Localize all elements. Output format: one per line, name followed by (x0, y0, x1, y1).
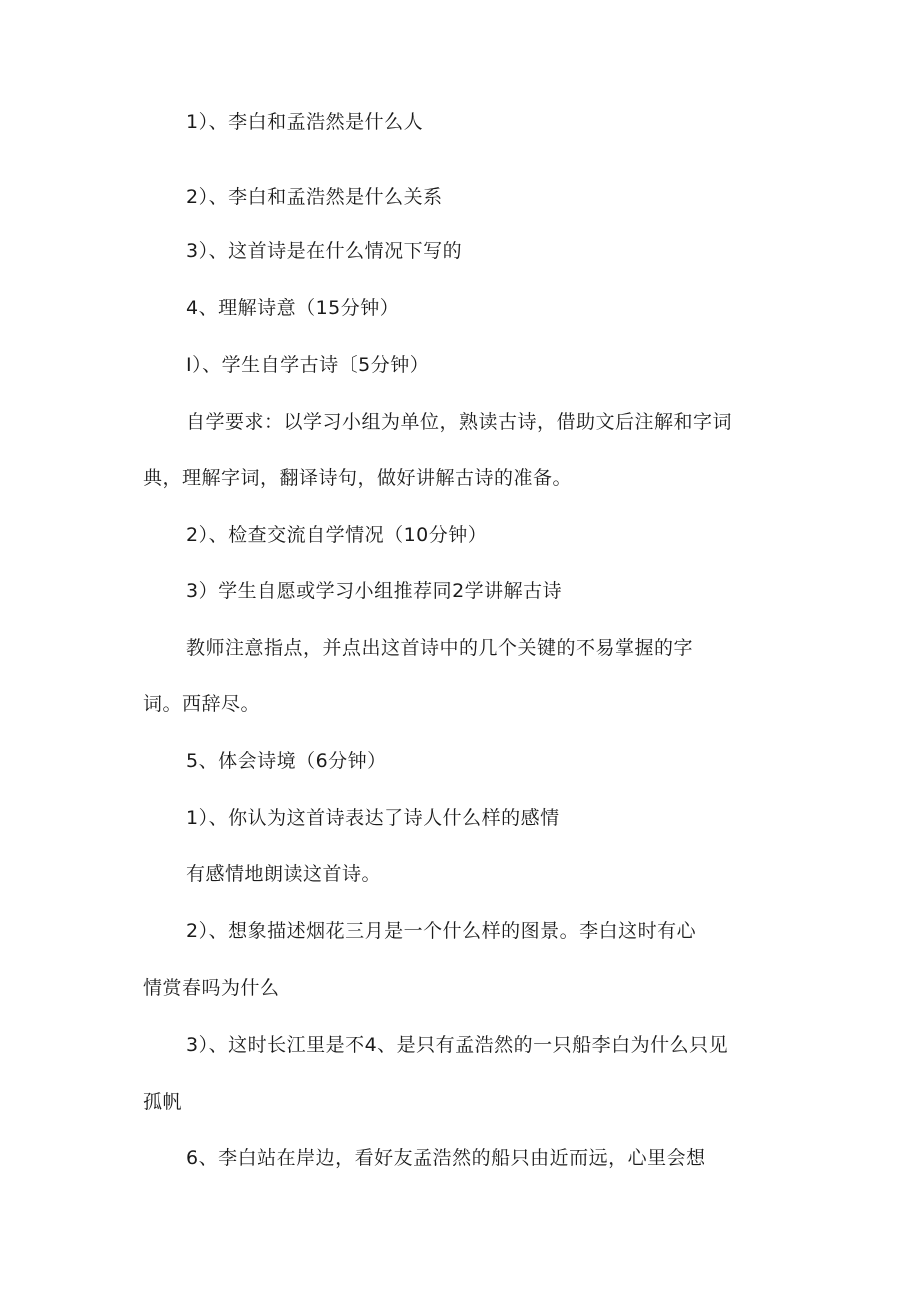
teacher-note: 教师注意指点，并点出这首诗中的几个关键的不易掌握的字 (186, 637, 694, 659)
question-2: 2）、李白和孟浩然是什么关系 (186, 186, 443, 208)
step-3: 3）学生自愿或学习小组推荐同2学讲解古诗 (186, 580, 563, 602)
step-1: I）、学生自学古诗〔5分钟） (186, 354, 430, 376)
step-2: 2）、检查交流自学情况（10分钟） (186, 524, 488, 546)
self-study-requirement-cont: 典，理解字词，翻译诗句，做好讲解古诗的准备。 (143, 467, 573, 489)
question-1: 1）、李白和孟浩然是什么人 (186, 111, 424, 133)
read-aloud: 有感情地朗读这首诗。 (186, 863, 382, 885)
self-study-requirement: 自学要求：以学习小组为单位，熟读古诗，借助文后注解和字词 (186, 411, 733, 433)
teacher-note-cont: 词。西辞尽。 (143, 693, 261, 715)
question-lone-sail: 3）、这时长江里是不4、是只有孟浩然的一只船李白为什么只见 (186, 1034, 729, 1056)
question-imagine-cont: 情赏春吗为什么 (143, 977, 280, 999)
section-heading-6: 6、李白站在岸边，看好友孟浩然的船只由近而远，心里会想 (186, 1147, 706, 1169)
section-heading-4: 4、理解诗意（15分钟） (186, 297, 400, 319)
question-3: 3）、这首诗是在什么情况下写的 (186, 240, 463, 262)
section-heading-5: 5、体会诗境（6分钟） (186, 750, 387, 772)
question-feeling: 1）、你认为这首诗表达了诗人什么样的感情 (186, 807, 560, 829)
question-imagine: 2）、想象描述烟花三月是一个什么样的图景。李白这时有心 (186, 920, 697, 942)
question-lone-sail-cont: 孤帆 (143, 1091, 183, 1113)
